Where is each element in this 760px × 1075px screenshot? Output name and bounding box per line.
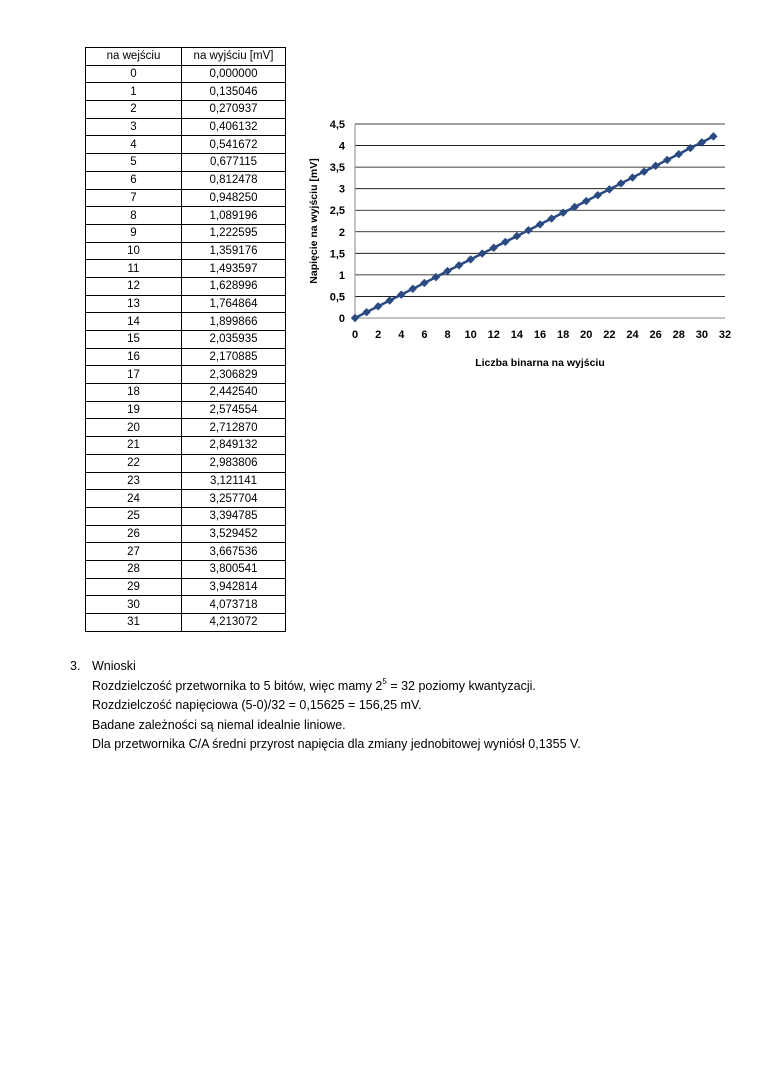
x-tick-label: 2 xyxy=(375,329,382,341)
output-voltage-cell: 2,442540 xyxy=(182,384,286,402)
output-voltage-cell: 2,035935 xyxy=(182,331,286,349)
table-row xyxy=(86,171,286,189)
input-code-cell: 17 xyxy=(86,366,182,384)
data-point xyxy=(490,244,498,252)
input-code-cell: 0 xyxy=(86,65,182,83)
input-code-cell: 14 xyxy=(86,313,182,331)
input-code-cell: 13 xyxy=(86,295,182,313)
x-tick-label: 8 xyxy=(444,329,451,341)
output-voltage-cell: 0,948250 xyxy=(182,189,286,207)
input-code-cell: 27 xyxy=(86,543,182,561)
x-tick-label: 14 xyxy=(510,329,523,341)
output-voltage-cell: 0,135046 xyxy=(182,83,286,101)
x-tick-label: 16 xyxy=(533,329,547,341)
output-voltage-cell: 1,764864 xyxy=(182,295,286,313)
input-code-cell: 1 xyxy=(86,83,182,101)
input-code-cell: 25 xyxy=(86,507,182,525)
x-tick-label: 28 xyxy=(672,329,685,341)
input-code-cell: 9 xyxy=(86,224,182,242)
y-axis-title: Napięcie na wyjściu [mV] xyxy=(308,158,320,284)
table-row xyxy=(86,118,286,136)
input-code-cell: 19 xyxy=(86,401,182,419)
y-tick-label: 2 xyxy=(338,226,345,239)
y-tick-label: 1,5 xyxy=(329,248,345,261)
data-point xyxy=(455,261,463,269)
input-code-cell: 26 xyxy=(86,525,182,543)
input-code-cell: 30 xyxy=(86,596,182,614)
data-point xyxy=(420,279,428,287)
input-code-cell: 31 xyxy=(86,614,182,632)
output-voltage-cell: 0,541672 xyxy=(182,136,286,154)
input-code-cell: 8 xyxy=(86,207,182,225)
section-title: Wnioski xyxy=(92,659,136,673)
table-row xyxy=(86,543,286,561)
output-voltage-cell: 1,493597 xyxy=(182,260,286,278)
y-tick-label: 2,5 xyxy=(329,205,345,218)
x-tick-label: 32 xyxy=(718,329,732,341)
data-point xyxy=(397,290,405,298)
table-row xyxy=(86,154,286,172)
y-tick-label: 0 xyxy=(338,313,345,325)
output-voltage-cell: 0,270937 xyxy=(182,101,286,119)
table-row xyxy=(86,614,286,632)
y-tick-label: 3,5 xyxy=(329,162,345,175)
x-tick-label: 24 xyxy=(626,329,639,341)
input-code-cell: 24 xyxy=(86,490,182,508)
x-axis-title: Liczba binarna na wyjściu xyxy=(475,357,605,369)
output-voltage-cell: 4,073718 xyxy=(182,596,286,614)
conclusion-average-step: Dla przetwornika C/A średni przyrost napięcia dla zmiany jednobitowej wyniósł 0,1355 V. xyxy=(92,737,581,751)
input-code-cell: 4 xyxy=(86,136,182,154)
output-voltage-cell: 3,121141 xyxy=(182,472,286,490)
output-voltage-cell: 4,213072 xyxy=(182,614,286,632)
table-row xyxy=(86,401,286,419)
output-voltage-cell: 3,942814 xyxy=(182,578,286,596)
data-point xyxy=(663,156,671,164)
x-tick-label: 22 xyxy=(603,329,616,341)
y-tick-label: 0,5 xyxy=(329,291,345,304)
table-row xyxy=(86,189,286,207)
column-header-input: na wejściu xyxy=(86,48,182,66)
data-point xyxy=(640,167,648,175)
data-point xyxy=(536,220,544,228)
conclusion-voltage-resolution: Rozdzielczość napięciowa (5-0)/32 = 0,15625 = 156,25 mV. xyxy=(92,698,422,712)
conclusion-resolution xyxy=(70,677,581,697)
measurement-table xyxy=(85,47,286,632)
table-row xyxy=(86,207,286,225)
section-number: 3. xyxy=(70,659,81,673)
x-tick-label: 26 xyxy=(649,329,662,341)
output-voltage-cell: 0,406132 xyxy=(182,118,286,136)
x-tick-label: 10 xyxy=(464,329,477,341)
table-row xyxy=(86,348,286,366)
table-row xyxy=(86,490,286,508)
input-code-cell: 3 xyxy=(86,118,182,136)
table-row xyxy=(86,260,286,278)
input-code-cell: 15 xyxy=(86,331,182,349)
conclusion-resolution-rest: = 32 poziomy kwantyzacji. xyxy=(386,678,536,693)
output-voltage-cell: 2,712870 xyxy=(182,419,286,437)
data-point xyxy=(466,255,474,263)
output-voltage-cell: 3,257704 xyxy=(182,490,286,508)
conclusion-linearity: Badane zależności są niemal idealnie liniowe. xyxy=(92,717,346,732)
input-code-cell: 22 xyxy=(86,454,182,472)
output-voltage-cell: 2,170885 xyxy=(182,348,286,366)
table-row xyxy=(86,525,286,543)
table-row xyxy=(86,331,286,349)
data-point xyxy=(628,173,636,181)
data-point xyxy=(709,132,717,140)
input-code-cell: 11 xyxy=(86,260,182,278)
output-voltage-cell: 1,628996 xyxy=(182,277,286,295)
data-point xyxy=(582,197,590,205)
column-header-output: na wyjściu [mV] xyxy=(182,48,286,66)
data-point xyxy=(409,285,417,293)
input-code-cell: 23 xyxy=(86,472,182,490)
x-tick-label: 20 xyxy=(580,329,593,341)
y-tick-label: 1 xyxy=(338,269,345,282)
data-point xyxy=(501,238,509,246)
exponent: 5 xyxy=(382,676,387,686)
data-point xyxy=(617,179,625,187)
input-code-cell: 7 xyxy=(86,189,182,207)
input-code-cell: 5 xyxy=(86,154,182,172)
output-voltage-cell: 1,222595 xyxy=(182,224,286,242)
y-tick-label: 4,5 xyxy=(329,119,345,131)
output-voltage-cell: 3,529452 xyxy=(182,525,286,543)
x-tick-label: 4 xyxy=(398,329,405,341)
table-row xyxy=(86,454,286,472)
x-tick-label: 6 xyxy=(421,329,428,341)
voltage-chart xyxy=(300,110,740,375)
table-row xyxy=(86,295,286,313)
input-code-cell: 12 xyxy=(86,277,182,295)
conclusions-section xyxy=(70,657,581,755)
table-body xyxy=(86,65,286,631)
data-point xyxy=(374,302,382,310)
output-voltage-cell: 1,359176 xyxy=(182,242,286,260)
output-voltage-cell: 1,899866 xyxy=(182,313,286,331)
data-point xyxy=(559,208,567,216)
input-code-cell: 29 xyxy=(86,578,182,596)
table-row xyxy=(86,384,286,402)
table-header-row xyxy=(86,48,286,66)
input-code-cell: 16 xyxy=(86,348,182,366)
data-point xyxy=(605,185,613,193)
table-row xyxy=(86,101,286,119)
table-row xyxy=(86,437,286,455)
x-tick-label: 30 xyxy=(695,329,708,341)
conclusions-heading xyxy=(70,657,581,677)
table-row xyxy=(86,83,286,101)
output-voltage-cell: 3,394785 xyxy=(182,507,286,525)
table-row xyxy=(86,472,286,490)
table-row xyxy=(86,366,286,384)
data-point xyxy=(524,226,532,234)
output-voltage-cell: 2,574554 xyxy=(182,401,286,419)
table-row xyxy=(86,596,286,614)
input-code-cell: 18 xyxy=(86,384,182,402)
table-row xyxy=(86,65,286,83)
input-code-cell: 20 xyxy=(86,419,182,437)
data-point xyxy=(351,314,359,322)
series-line xyxy=(355,136,713,318)
x-tick-label: 0 xyxy=(351,329,359,341)
conclusion-resolution-text: Rozdzielczość przetwornika to 5 bitów, więc mamy 2 xyxy=(92,678,383,693)
y-tick-label: 3 xyxy=(338,183,345,196)
data-point xyxy=(513,232,521,240)
input-code-cell: 10 xyxy=(86,242,182,260)
data-point xyxy=(478,249,486,257)
table-row xyxy=(86,419,286,437)
input-code-cell: 21 xyxy=(86,437,182,455)
table-row xyxy=(86,224,286,242)
data-point xyxy=(594,191,602,199)
y-tick-label: 4 xyxy=(338,140,345,153)
output-voltage-cell: 0,812478 xyxy=(182,171,286,189)
table-row xyxy=(86,507,286,525)
table-row xyxy=(86,560,286,578)
data-point xyxy=(651,162,659,170)
data-point xyxy=(547,214,555,222)
output-voltage-cell: 3,667536 xyxy=(182,543,286,561)
data-point xyxy=(362,308,370,316)
output-voltage-cell: 2,983806 xyxy=(182,454,286,472)
input-code-cell: 28 xyxy=(86,560,182,578)
x-tick-label: 12 xyxy=(487,329,500,341)
table-row xyxy=(86,313,286,331)
x-tick-label: 18 xyxy=(557,329,570,341)
data-point xyxy=(385,296,393,304)
input-code-cell: 6 xyxy=(86,171,182,189)
output-voltage-cell: 2,849132 xyxy=(182,437,286,455)
table-row xyxy=(86,242,286,260)
table-row xyxy=(86,136,286,154)
table-row xyxy=(86,277,286,295)
input-code-cell: 2 xyxy=(86,101,182,119)
output-voltage-cell: 3,800541 xyxy=(182,560,286,578)
table-row xyxy=(86,578,286,596)
output-voltage-cell: 1,089196 xyxy=(182,207,286,225)
output-voltage-cell: 0,000000 xyxy=(182,65,286,83)
output-voltage-cell: 0,677115 xyxy=(182,154,286,172)
output-voltage-cell: 2,306829 xyxy=(182,366,286,384)
